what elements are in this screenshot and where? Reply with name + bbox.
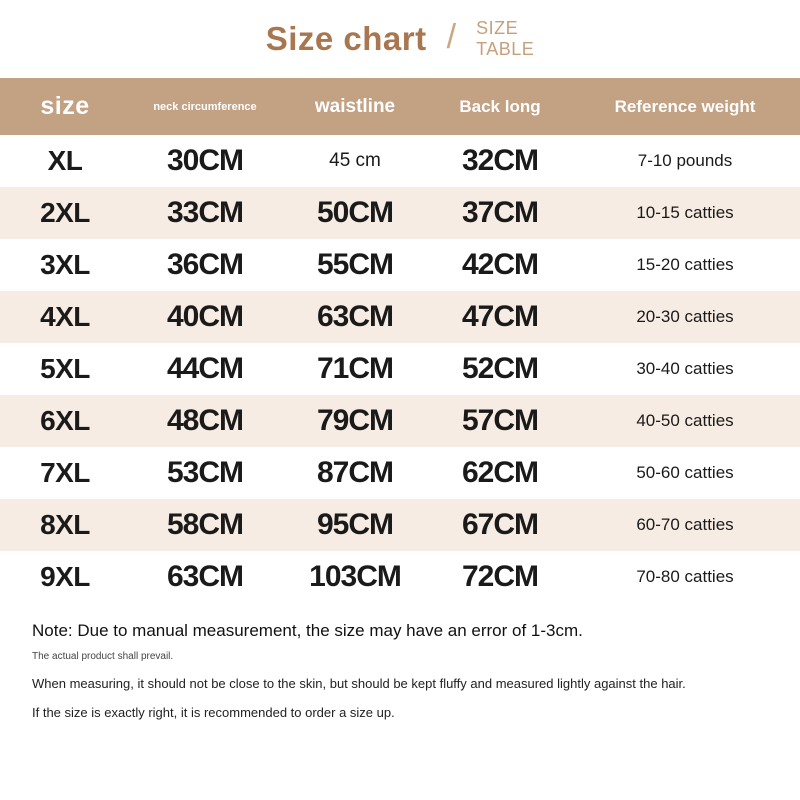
cell-reference-weight: 60-70 catties — [636, 515, 734, 534]
cell-reference-weight: 40-50 catties — [636, 411, 734, 430]
table-row — [0, 447, 800, 499]
cell-size: 8XL — [40, 509, 90, 540]
cell-neck: 33CM — [166, 196, 244, 229]
cell-neck: 48CM — [166, 404, 244, 437]
table-row — [0, 135, 800, 187]
cell-size: 6XL — [40, 405, 90, 436]
table-body — [0, 135, 800, 603]
cell-back: 57CM — [461, 404, 539, 437]
cell-back: 47CM — [461, 300, 539, 333]
cell-reference-weight: 10-15 catties — [636, 203, 734, 222]
cell-neck: 53CM — [166, 456, 244, 489]
cell-back: 72CM — [461, 560, 539, 593]
cell-waist: 95CM — [316, 508, 394, 541]
table-row — [0, 291, 800, 343]
cell-size: XL — [47, 145, 83, 176]
cell-neck: 63CM — [166, 560, 244, 593]
column-header-reference-weight: Reference weight — [614, 96, 756, 116]
cell-back: 32CM — [461, 144, 539, 177]
page-title: Size chart — [265, 20, 427, 57]
page-subtitle-line1: SIZE — [476, 18, 519, 39]
cell-reference-weight: 15-20 catties — [636, 255, 734, 274]
cell-size: 2XL — [40, 197, 90, 228]
note-measurement-error: Note: Due to manual measurement, the size may have an error of 1-3cm. — [32, 621, 583, 640]
cell-waist: 79CM — [316, 404, 394, 437]
table-row — [0, 343, 800, 395]
page-subtitle-line2: TABLE — [476, 39, 535, 59]
cell-waist: 87CM — [316, 456, 394, 489]
cell-size: 5XL — [40, 353, 90, 384]
header-divider-slash: / — [446, 17, 457, 56]
column-header-neck-circumference: neck circumference — [153, 100, 257, 113]
cell-size: 4XL — [40, 301, 90, 332]
table-row — [0, 187, 800, 239]
cell-reference-weight: 7-10 pounds — [637, 151, 733, 170]
cell-back: 42CM — [461, 248, 539, 281]
cell-waist: 55CM — [316, 248, 394, 281]
cell-back: 52CM — [461, 352, 539, 385]
note-size-up: If the size is exactly right, it is recommended to order a size up. — [32, 705, 395, 720]
table-row — [0, 499, 800, 551]
cell-size: 3XL — [40, 249, 90, 280]
size-table — [0, 78, 800, 603]
column-header-back-long: Back long — [459, 96, 541, 116]
cell-waist: 103CM — [309, 560, 401, 593]
cell-waist: 50CM — [316, 196, 394, 229]
cell-size: 9XL — [40, 561, 90, 592]
column-header-waistline: waistline — [314, 95, 396, 117]
cell-back: 67CM — [461, 508, 539, 541]
cell-size: 7XL — [40, 457, 90, 488]
cell-waist: 71CM — [316, 352, 394, 385]
note-measuring-method: When measuring, it should not be close to the skin, but should be kept fluffy and measured lightly against the hair. — [32, 676, 686, 691]
notes-section — [0, 603, 800, 720]
table-row — [0, 551, 800, 603]
cell-neck: 36CM — [166, 248, 244, 281]
cell-waist: 63CM — [316, 300, 394, 333]
cell-waist: 45 cm — [329, 150, 381, 171]
cell-neck: 58CM — [166, 508, 244, 541]
table-row — [0, 239, 800, 291]
cell-reference-weight: 20-30 catties — [636, 307, 734, 326]
note-actual-product: The actual product shall prevail. — [32, 651, 174, 662]
cell-neck: 30CM — [166, 144, 244, 177]
cell-neck: 40CM — [166, 300, 244, 333]
page-subtitle — [476, 18, 534, 59]
cell-reference-weight: 30-40 catties — [636, 359, 734, 378]
page-header — [0, 0, 800, 78]
cell-reference-weight: 70-80 catties — [636, 567, 734, 586]
cell-back: 62CM — [461, 456, 539, 489]
table-row — [0, 395, 800, 447]
table-header-row — [0, 78, 800, 135]
table-header — [0, 78, 800, 135]
cell-neck: 44CM — [166, 352, 244, 385]
cell-back: 37CM — [461, 196, 539, 229]
column-header-size: size — [40, 92, 90, 120]
cell-reference-weight: 50-60 catties — [636, 463, 734, 482]
